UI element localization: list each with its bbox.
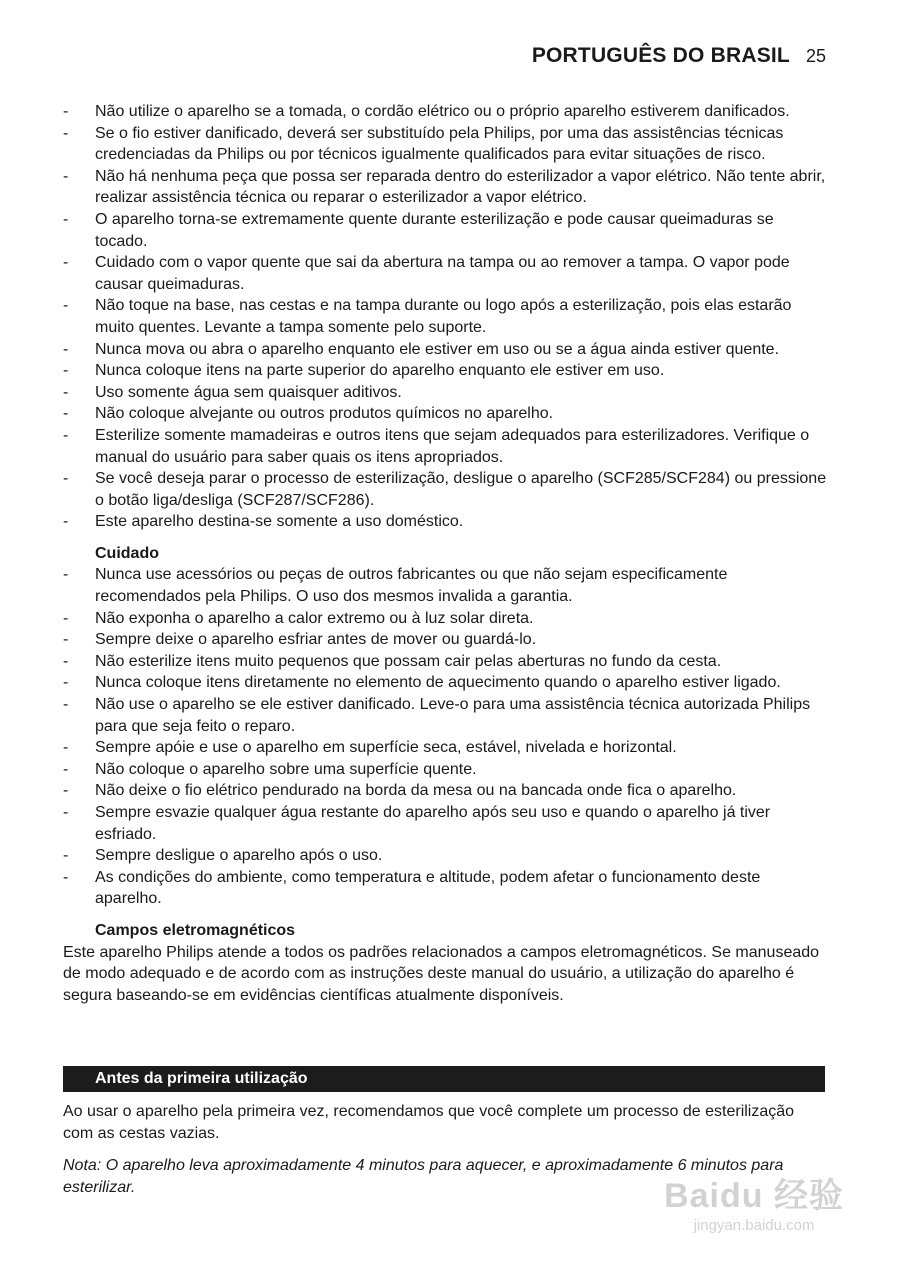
caution-item-text: Não esterilize itens muito pequenos que possam cair pelas aberturas no fundo da cesta.	[95, 652, 722, 670]
bullet-dash: -	[63, 362, 69, 380]
bullet-dash: -	[63, 782, 69, 800]
bullet-dash: -	[63, 103, 69, 120]
caution-item-text: Não use o aparelho se ele estiver danificado. Leve-o para uma assistência técnica autorizada Philips para que seja feito o reparo.	[95, 696, 811, 735]
warning-item	[63, 101, 828, 123]
section-header-first-use: Antes da primeira utilização	[63, 1066, 825, 1092]
warning-item-text: Nunca coloque itens na parte superior do aparelho enquanto ele estiver em uso.	[95, 362, 665, 380]
warning-item-text: Cuidado com o vapor quente que sai da abertura na tampa ou ao remover a tampa. O vapor pode causar queimaduras.	[95, 254, 790, 293]
bullet-dash: -	[63, 566, 69, 584]
bullet-dash: -	[63, 297, 69, 315]
caution-item-text: Nunca coloque itens diretamente no elemento de aquecimento quando o aparelho estiver ligado.	[95, 674, 781, 692]
warning-item	[63, 403, 828, 425]
warning-item-text: Não toque na base, nas cestas e na tampa durante ou logo após a esterilização, pois elas estarão muito quentes. Levante a tampa somente pelo suporte.	[95, 297, 792, 336]
bullet-dash: -	[63, 513, 69, 531]
bullet-dash: -	[63, 868, 69, 886]
caution-item	[63, 759, 828, 781]
warning-item	[63, 252, 828, 295]
warning-item	[63, 295, 828, 338]
caution-heading: Cuidado	[95, 544, 159, 562]
bullet-dash: -	[63, 167, 69, 185]
page-number: 25	[805, 46, 826, 66]
warning-item	[63, 339, 828, 361]
caution-item-text: Sempre esvazie qualquer água restante do aparelho após seu uso e quando o aparelho já tiver esfriado.	[95, 804, 771, 843]
warning-item	[63, 468, 828, 511]
warning-item	[63, 166, 828, 209]
caution-item	[63, 694, 828, 737]
caution-item-text: Sempre deixe o aparelho esfriar antes de mover ou guardá-lo.	[95, 631, 537, 649]
caution-item	[63, 651, 828, 673]
caution-item	[63, 737, 828, 759]
caution-item-text: Nunca use acessórios ou peças de outros fabricantes ou que não sejam especificamente recomendados pela Philips. O uso dos mesmos invalida a garantia.	[95, 566, 728, 606]
emf-paragraph: Este aparelho Philips atende a todos os padrões relacionados a campos eletromagnéticos. Se manuseado de modo adequado e de acordo com as instruções deste manual do usuário, a utilização do aparelho é segura baseando-se em evidências científicas atualmente disponíveis.	[63, 943, 820, 1004]
bullet-dash: -	[63, 696, 69, 714]
warning-item-text: Se o fio estiver danificado, deverá ser substituído pela Philips, por uma das assistências técnicas credenciadas da Philips ou por técnicos igualmente qualificados para evitar situações de risco.	[95, 124, 784, 164]
bullet-dash: -	[63, 652, 69, 670]
bullet-dash: -	[63, 124, 69, 142]
caution-item	[63, 629, 828, 651]
bullet-dash: -	[63, 470, 69, 488]
bullet-dash: -	[63, 847, 69, 865]
caution-item	[63, 780, 828, 802]
caution-item	[63, 802, 828, 845]
caution-item	[63, 867, 828, 910]
warning-item	[63, 123, 828, 166]
watermark-logo: Baidu 经验	[664, 1177, 844, 1215]
warning-item-text: Nunca mova ou abra o aparelho enquanto ele estiver em uso ou se a água ainda estiver quente.	[95, 340, 780, 358]
bullet-dash: -	[63, 426, 69, 444]
emf-heading: Campos eletromagnéticos	[95, 921, 296, 939]
warning-item-text: Não utilize o aparelho se a tomada, o cordão elétrico ou o próprio aparelho estiverem danificados.	[95, 103, 790, 120]
warning-item-text: O aparelho torna-se extremamente quente durante esterilização e pode causar queimaduras se tocado.	[95, 210, 774, 250]
warning-item	[63, 511, 828, 533]
bullet-dash: -	[63, 674, 69, 692]
warning-item-text: Esterilize somente mamadeiras e outros itens que sejam adequados para esterilizadores. Verifique o manual do usuário para saber quais os itens apropriados.	[95, 426, 810, 466]
first-use-paragraph: Ao usar o aparelho pela primeira vez, recomendamos que você complete um processo de esterilização com as cestas vazias.	[63, 1103, 795, 1142]
page-header	[532, 44, 826, 68]
bullet-dash: -	[63, 405, 69, 423]
caution-item-text: Não deixe o fio elétrico pendurado na borda da mesa ou na bancada onde fica o aparelho.	[95, 782, 737, 800]
page-content	[63, 101, 828, 1006]
warning-item-text: Não coloque alvejante ou outros produtos químicos no aparelho.	[95, 405, 554, 423]
warning-item-text: Não há nenhuma peça que possa ser reparada dentro do esterilizador a vapor elétrico. Não tente abrir, realizar assistência técnica ou reparar o esterilizador a vapor elétrico.	[95, 167, 826, 207]
bullet-dash: -	[63, 210, 69, 228]
caution-list	[63, 564, 828, 910]
bullet-dash: -	[63, 760, 69, 778]
warning-item	[63, 382, 828, 404]
bullet-dash: -	[63, 631, 69, 649]
warning-item	[63, 209, 828, 252]
warning-item-text: Uso somente água sem quaisquer aditivos.	[95, 383, 402, 401]
warning-item	[63, 425, 828, 468]
bullet-dash: -	[63, 804, 69, 821]
bullet-dash: -	[63, 609, 69, 627]
caution-item	[63, 845, 828, 867]
bullet-dash: -	[63, 383, 69, 401]
caution-item-text: Sempre apóie e use o aparelho em superfície seca, estável, nivelada e horizontal.	[95, 739, 677, 757]
baidu-watermark	[664, 1168, 844, 1234]
warning-item-text: Este aparelho destina-se somente a uso doméstico.	[95, 513, 464, 531]
watermark-url: jingyan.baidu.com	[693, 1217, 815, 1234]
caution-item-text: Não coloque o aparelho sobre uma superfície quente.	[95, 760, 477, 778]
language-title: PORTUGUÊS DO BRASIL	[531, 44, 790, 67]
caution-item-text: Sempre desligue o aparelho após o uso.	[95, 847, 383, 865]
bullet-dash: -	[63, 340, 69, 358]
caution-item	[63, 608, 828, 630]
caution-item-text: As condições do ambiente, como temperatura e altitude, podem afetar o funcionamento deste aparelho.	[95, 868, 761, 908]
warning-item-text: Se você deseja parar o processo de esterilização, desligue o aparelho (SCF285/SCF284) ou pressione o botão liga/desliga (SCF287/SCF286).	[95, 470, 827, 509]
note-paragraph: Nota: O aparelho leva aproximadamente 4 minutos para aquecer, e aproximadamente 6 minutos para esterilizar.	[63, 1157, 784, 1196]
bullet-dash: -	[63, 254, 69, 272]
caution-item	[63, 564, 828, 607]
warnings-list	[63, 101, 828, 533]
warning-item	[63, 360, 828, 382]
caution-item-text: Não exponha o aparelho a calor extremo ou à luz solar direta.	[95, 609, 534, 627]
bullet-dash: -	[63, 739, 69, 757]
caution-item	[63, 672, 828, 694]
